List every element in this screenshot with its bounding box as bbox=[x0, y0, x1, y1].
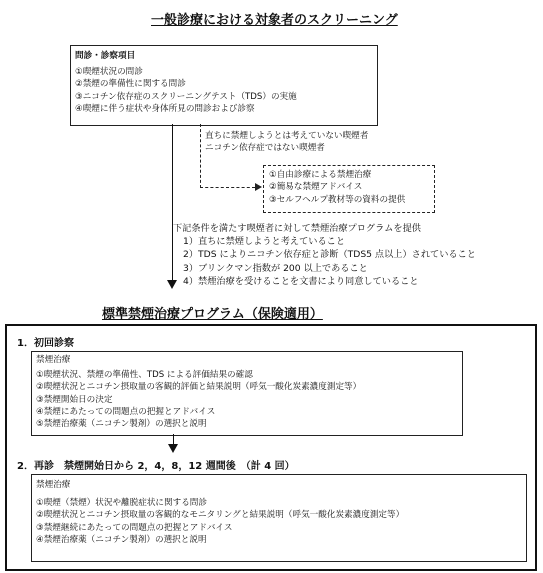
condition-item: 4）禁煙治療を受けることを文書により同意していること bbox=[183, 275, 419, 287]
branch-note-line: 直ちに禁煙しようとは考えていない喫煙者 bbox=[205, 131, 369, 141]
condition-item: 3）ブリンクマン指数が 200 以上であること bbox=[183, 262, 368, 274]
revisit-box bbox=[31, 474, 527, 562]
side-option-item: ③セルフヘルプ教材等の資料の提供 bbox=[269, 194, 406, 205]
conditions-header: 下記条件を満たす喫煙者に対して禁煙治療プログラムを提供 bbox=[173, 223, 421, 234]
screening-box bbox=[70, 45, 378, 126]
screening-item: ④喫煙に伴う症状や身体所見の問診および診察 bbox=[75, 103, 255, 114]
first-visit-item: ③禁煙開始日の決定 bbox=[36, 394, 113, 405]
first-visit-item: ②喫煙状況とニコチン摂取量の客観的評価と結果説明（呼気一酸化炭素濃度測定等） bbox=[36, 382, 362, 393]
visit-flow-arrowhead bbox=[168, 444, 178, 453]
program-box bbox=[5, 324, 537, 571]
revisit-item: ②喫煙状況とニコチン摂取量の客観的なモニタリングと結果説明（呼気一酸化炭素濃度測定等） bbox=[36, 510, 405, 521]
branch-dashed-line bbox=[200, 124, 201, 188]
first-visit-box bbox=[31, 351, 463, 436]
branch-arrowhead bbox=[255, 183, 262, 191]
revisit-item-list bbox=[36, 497, 404, 546]
program-title: 標準禁煙治療プログラム（保険適用） bbox=[102, 307, 323, 322]
page-title: 一般診療における対象者のスクリーニング bbox=[151, 13, 398, 28]
condition-item: 1）直ちに禁煙しようと考えていること bbox=[183, 236, 346, 248]
screening-item: ③ニコチン依存症のスクリーニングテスト（TDS）の実施 bbox=[75, 91, 297, 102]
branch-dashed-line-horizontal bbox=[200, 187, 255, 188]
screening-item-list bbox=[75, 66, 297, 115]
first-visit-item-list bbox=[36, 369, 361, 430]
first-visit-heading: 1．初回診察 bbox=[17, 338, 74, 349]
revisit-heading: 2．再診 禁煙開始日から 2，4，8，12 週間後 （計 4 回） bbox=[17, 461, 295, 472]
revisit-box-header: 禁煙治療 bbox=[36, 480, 71, 490]
screening-item: ②禁煙の準備性に関する問診 bbox=[75, 79, 186, 90]
screening-box-header: 問診・診察項目 bbox=[75, 51, 136, 61]
side-options-box bbox=[263, 165, 435, 213]
side-option-item: ②簡易な禁煙アドバイス bbox=[269, 182, 363, 193]
side-options-list bbox=[269, 169, 405, 206]
branch-note bbox=[205, 130, 368, 155]
screening-item: ①喫煙状況の問診 bbox=[75, 67, 143, 77]
revisit-item: ④禁煙治療薬（ニコチン製剤）の選択と説明 bbox=[36, 534, 207, 545]
conditions-block bbox=[173, 222, 476, 288]
revisit-item: ③禁煙継続にあたっての問題点の把握とアドバイス bbox=[36, 522, 233, 533]
revisit-item: ①喫煙（禁煙）状況や離脱症状に関する問診 bbox=[36, 498, 207, 508]
first-visit-item: ①喫煙状況、禁煙の準備性、TDS による評価結果の確認 bbox=[36, 370, 253, 380]
first-visit-box-header: 禁煙治療 bbox=[36, 355, 71, 365]
branch-note-line: ニコチン依存症ではない喫煙者 bbox=[205, 143, 325, 154]
condition-item: 2）TDS によりニコチン依存症と診断（TDS5 点以上）されていること bbox=[183, 249, 476, 261]
first-visit-item: ④禁煙にあたっての問題点の把握とアドバイス bbox=[36, 406, 216, 417]
side-option-item: ①自由診療による禁煙治療 bbox=[269, 170, 372, 180]
first-visit-item: ⑤禁煙治療薬（ニコチン製剤）の選択と説明 bbox=[36, 419, 207, 430]
